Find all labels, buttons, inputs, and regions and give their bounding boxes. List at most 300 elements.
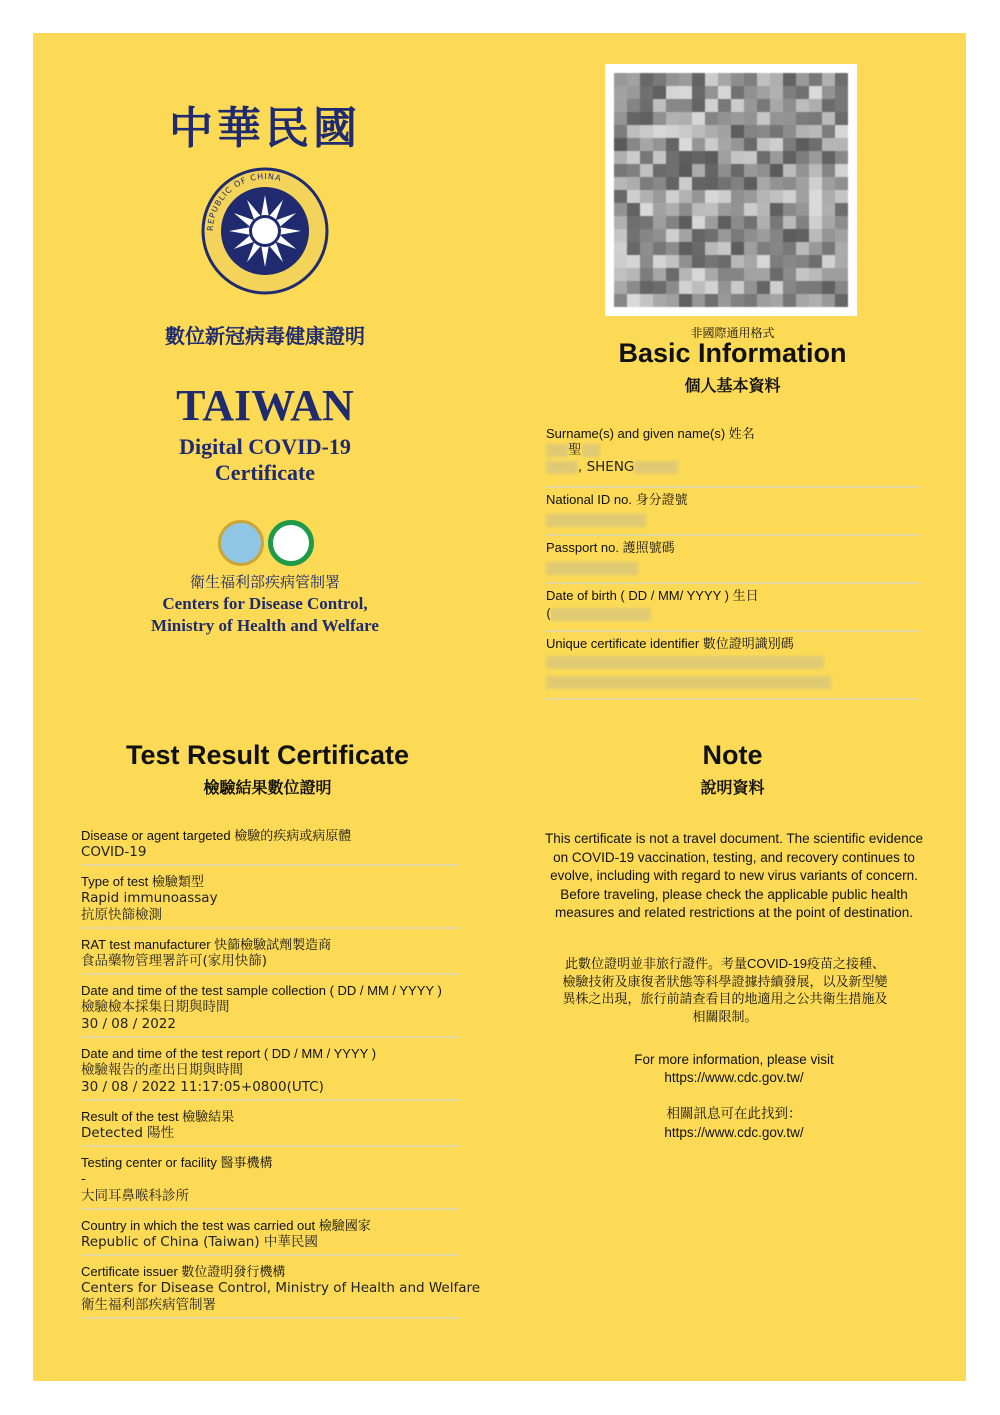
qr-pixel [653, 151, 666, 164]
qr-pixel [666, 203, 679, 216]
qr-pixel [770, 242, 783, 255]
qr-pixel [718, 294, 731, 307]
qr-pixel [783, 164, 796, 177]
qr-pixel [835, 112, 848, 125]
qr-pixel [666, 112, 679, 125]
qr-pixel [627, 216, 640, 229]
field-value: Rapid immunoassay [81, 890, 218, 906]
basic-title-cn: 個人基本資料 [684, 378, 781, 395]
qr-pixel [744, 294, 757, 307]
field-dob [546, 584, 919, 632]
qr-pixel [744, 190, 757, 203]
qr-pixel [718, 86, 731, 99]
qr-pixel [705, 268, 718, 281]
field-label: Date of birth ( DD / MM/ YYYY ) 生日 [546, 588, 759, 603]
test-field [81, 824, 459, 866]
qr-pixel [783, 138, 796, 151]
qr-pixel [653, 177, 666, 190]
qr-pixel [718, 216, 731, 229]
qr-pixel [796, 125, 809, 138]
qr-pixel [666, 268, 679, 281]
qr-pixel [718, 190, 731, 203]
field-value: Republic of China (Taiwan) 中華民國 [81, 1234, 318, 1250]
qr-pixel [783, 99, 796, 112]
qr-pixel [666, 190, 679, 203]
qr-pixel [744, 151, 757, 164]
qr-pixel [614, 229, 627, 242]
qr-pixel [744, 177, 757, 190]
qr-pixel [666, 242, 679, 255]
qr-pixel [666, 86, 679, 99]
qr-pixel [705, 177, 718, 190]
field-value: 30 / 08 / 2022 11:17:05+0800(UTC) [81, 1079, 324, 1095]
qr-pixel [705, 190, 718, 203]
qr-pixel [692, 294, 705, 307]
qr-pixel [731, 177, 744, 190]
qr-pixel [835, 294, 848, 307]
field-label: Certificate issuer 數位證明發行機構 [81, 1264, 286, 1279]
qr-pixel [614, 86, 627, 99]
qr-pixel [770, 112, 783, 125]
qr-pixel [627, 99, 640, 112]
qr-pixel [783, 73, 796, 86]
qr-pixel [692, 138, 705, 151]
qr-pixel [718, 281, 731, 294]
qr-pixel [679, 177, 692, 190]
qr-pixel [783, 242, 796, 255]
qr-pixel [679, 216, 692, 229]
qr-pixel [692, 190, 705, 203]
qr-pixel [822, 73, 835, 86]
qr-pixel [731, 190, 744, 203]
qr-pixel [822, 125, 835, 138]
field-value: COVID-19 [81, 844, 147, 860]
qr-pixel [835, 86, 848, 99]
qr-pixel [627, 242, 640, 255]
qr-pixel [640, 73, 653, 86]
qr-pixel [705, 138, 718, 151]
qr-pixel [822, 255, 835, 268]
qr-pixel [679, 242, 692, 255]
qr-pixel [666, 216, 679, 229]
field-label: Type of test 檢驗類型 [81, 874, 204, 889]
qr-pixel [627, 203, 640, 216]
basic-title: Basic Information [618, 338, 847, 368]
qr-pixel [653, 86, 666, 99]
qr-pixel [809, 281, 822, 294]
qr-pixel [640, 190, 653, 203]
qr-pixel [757, 112, 770, 125]
mohw-logo-icon [218, 520, 264, 566]
qr-pixel [679, 112, 692, 125]
field-label: Result of the test 檢驗結果 [81, 1109, 235, 1124]
cdc-link-1[interactable]: https://www.cdc.gov.tw/ [664, 1070, 804, 1085]
national-seal-icon [201, 167, 329, 295]
test-field [81, 1042, 459, 1101]
qr-pixel [796, 151, 809, 164]
qr-pixel [809, 73, 822, 86]
qr-pixel [796, 229, 809, 242]
qr-pixel [627, 268, 640, 281]
qr-pixel [770, 99, 783, 112]
note-text-cn: 此數位證明並非旅行證件。考量COVID-19疫苗之接種、檢驗技術及康復者狀態等科學證據持續發展，以及新型變異株之出現，旅行前請查看目的地適用之公共衛生措施及相關限制。 [562, 956, 888, 1024]
name-cn-value: 聖 [568, 442, 582, 458]
qr-pixel [692, 229, 705, 242]
qr-pixel [796, 255, 809, 268]
field-value: - [81, 1171, 86, 1187]
qr-pixel [692, 255, 705, 268]
qr-pixel [640, 268, 653, 281]
dob-value: ( [546, 606, 552, 622]
qr-pixel [757, 73, 770, 86]
qr-pixel [705, 203, 718, 216]
qr-pixel [744, 164, 757, 177]
qr-pixel [757, 125, 770, 138]
qr-pixel [718, 73, 731, 86]
qr-pixel [614, 164, 627, 177]
qr-pixel [731, 138, 744, 151]
qr-pixel [614, 216, 627, 229]
qr-pixel [627, 73, 640, 86]
qr-pixel [627, 112, 640, 125]
qr-pixel [757, 268, 770, 281]
qr-pixel [731, 281, 744, 294]
qr-pixel [653, 73, 666, 86]
qr-pixel [692, 125, 705, 138]
title-cn: 數位新冠病毒健康證明 [165, 324, 365, 348]
field-value: Centers for Disease Control, Ministry of Health and Welfare [81, 1280, 481, 1296]
qr-pixel [757, 177, 770, 190]
qr-pixel [731, 164, 744, 177]
qr-pixel [614, 151, 627, 164]
qr-pixel [679, 125, 692, 138]
qr-pixel [705, 112, 718, 125]
qr-pixel [679, 190, 692, 203]
qr-pixel [666, 294, 679, 307]
qr-pixel [796, 112, 809, 125]
qr-pixel [718, 177, 731, 190]
qr-pixel [640, 125, 653, 138]
qr-pixel [705, 229, 718, 242]
qr-pixel [640, 151, 653, 164]
qr-pixel [822, 242, 835, 255]
qr-pixel [718, 125, 731, 138]
qr-pixel [835, 73, 848, 86]
qr-pixel [796, 281, 809, 294]
qr-pixel [627, 190, 640, 203]
qr-pixel [822, 281, 835, 294]
qr-pixel [822, 99, 835, 112]
qr-pixel [640, 138, 653, 151]
field-label: Surname(s) and given name(s) 姓名 [546, 426, 755, 441]
qr-pixel [796, 86, 809, 99]
qr-pixel [679, 73, 692, 86]
qr-pixel [731, 99, 744, 112]
qr-pixel [744, 73, 757, 86]
qr-pixel [822, 86, 835, 99]
qr-pixel [770, 255, 783, 268]
qr-pixel [835, 281, 848, 294]
qr-pixel [809, 138, 822, 151]
qr-pixel [835, 164, 848, 177]
qr-pixel [718, 99, 731, 112]
qr-pixel [809, 255, 822, 268]
field-national-id [546, 488, 919, 536]
qr-pixel [653, 190, 666, 203]
qr-pixel [783, 281, 796, 294]
qr-pixel [783, 294, 796, 307]
qr-pixel [822, 216, 835, 229]
qr-pixel [679, 86, 692, 99]
qr-pixel [614, 294, 627, 307]
qr-pixel [614, 242, 627, 255]
qr-pixel [783, 151, 796, 164]
qr-pixel [640, 112, 653, 125]
qr-pixel [718, 242, 731, 255]
test-field [81, 1151, 459, 1210]
qr-pixel [692, 177, 705, 190]
test-title: Test Result Certificate [125, 740, 410, 770]
qr-pixel [835, 203, 848, 216]
field-certificate-id [546, 632, 919, 700]
test-title-cn: 檢驗結果數位證明 [203, 780, 332, 797]
qr-pixel [822, 203, 835, 216]
qr-pixel [679, 203, 692, 216]
qr-pixel [692, 203, 705, 216]
more-info-en: For more information, please visit [634, 1052, 834, 1067]
qr-pixel [614, 125, 627, 138]
qr-pixel [809, 268, 822, 281]
qr-pixel [640, 294, 653, 307]
qr-pixel [614, 112, 627, 125]
qr-pixel [835, 177, 848, 190]
qr-pixel [692, 164, 705, 177]
qr-pixel [718, 203, 731, 216]
qr-pixel [640, 242, 653, 255]
qr-pixel [614, 73, 627, 86]
qr-pixel [822, 164, 835, 177]
qr-pixel [835, 255, 848, 268]
qr-pixel [614, 190, 627, 203]
qr-pixel [666, 164, 679, 177]
qr-pixel [770, 281, 783, 294]
qr-pixel [835, 125, 848, 138]
qr-pixel [783, 86, 796, 99]
qr-pixel [653, 242, 666, 255]
qr-pixel [809, 151, 822, 164]
qr-pixel [718, 151, 731, 164]
qr-pixel [783, 125, 796, 138]
qr-pixel [835, 216, 848, 229]
qr-pixel [640, 216, 653, 229]
qr-pixel [666, 99, 679, 112]
qr-pixel [653, 164, 666, 177]
qr-pixel [822, 151, 835, 164]
qr-pixel [679, 99, 692, 112]
qr-pixel [757, 138, 770, 151]
qr-pixel [692, 86, 705, 99]
qr-pixel [666, 177, 679, 190]
qr-pixel [653, 216, 666, 229]
test-field [81, 1105, 459, 1147]
cdc-logo-icon [268, 520, 314, 566]
qr-pixel [770, 268, 783, 281]
qr-pixel [796, 203, 809, 216]
qr-pixel [614, 268, 627, 281]
field-value: 大同耳鼻喉科診所 [81, 1188, 189, 1204]
qr-pixel [692, 242, 705, 255]
qr-pixel [809, 190, 822, 203]
qr-pixel [731, 242, 744, 255]
qr-pixel [640, 86, 653, 99]
qr-pixel [783, 190, 796, 203]
qr-pixel [744, 138, 757, 151]
qr-pixel [627, 138, 640, 151]
basic-subtitle: 非國際通用格式 [690, 326, 775, 340]
qr-pixel [744, 255, 757, 268]
cdc-link-2[interactable]: https://www.cdc.gov.tw/ [664, 1125, 804, 1140]
field-passport [546, 536, 919, 584]
issuer-cn: 衛生福利部疾病管制署 [189, 573, 340, 591]
qr-pixel [679, 229, 692, 242]
qr-pixel [705, 255, 718, 268]
qr-pixel [653, 229, 666, 242]
qr-pixel [614, 255, 627, 268]
qr-pixel [627, 86, 640, 99]
qr-pixel [822, 138, 835, 151]
qr-pixel [614, 177, 627, 190]
qr-pixel [692, 216, 705, 229]
qr-pixel [653, 255, 666, 268]
qr-pixel [640, 281, 653, 294]
qr-pixel [627, 177, 640, 190]
qr-pixel [653, 125, 666, 138]
field-value: 檢驗報告的產出日期與時間 [81, 1062, 243, 1078]
qr-pixel [783, 268, 796, 281]
qr-pixel [640, 203, 653, 216]
qr-pixel [770, 229, 783, 242]
qr-pixel [835, 151, 848, 164]
qr-pixel [653, 294, 666, 307]
qr-pixel [770, 151, 783, 164]
qr-pixel [809, 177, 822, 190]
qr-pixel [640, 229, 653, 242]
qr-pixel [757, 229, 770, 242]
qr-pixel [796, 164, 809, 177]
qr-pixel [679, 268, 692, 281]
qr-pixel [822, 294, 835, 307]
country-title-cn: 中華民國 [169, 103, 361, 154]
qr-pixel [796, 73, 809, 86]
qr-pixel [809, 203, 822, 216]
qr-pixel [757, 203, 770, 216]
qr-pixel [718, 229, 731, 242]
field-label: Unique certificate identifier 數位證明識別碼 [546, 636, 794, 651]
title-line1: Digital COVID-19 [179, 434, 351, 459]
qr-pixel [731, 216, 744, 229]
qr-pixel [731, 125, 744, 138]
qr-pixel [835, 268, 848, 281]
country-title: TAIWAN [176, 381, 354, 430]
qr-code [605, 64, 857, 316]
qr-pixel [744, 99, 757, 112]
qr-pixel [679, 164, 692, 177]
test-field [81, 933, 459, 975]
qr-pixel [835, 229, 848, 242]
qr-pixel [731, 151, 744, 164]
qr-pixel [718, 138, 731, 151]
qr-pixel [835, 99, 848, 112]
qr-pixel [796, 242, 809, 255]
qr-pixel [770, 125, 783, 138]
qr-pixel [718, 255, 731, 268]
qr-pixel [796, 268, 809, 281]
seal-text: REPUBLIC OF CHINA [205, 171, 283, 232]
qr-pixel [809, 112, 822, 125]
qr-pixel [770, 177, 783, 190]
qr-pixel [757, 255, 770, 268]
qr-pixel [731, 229, 744, 242]
qr-pixel [666, 73, 679, 86]
field-value: 抗原快篩檢測 [81, 907, 162, 923]
qr-pixel [731, 203, 744, 216]
qr-pixel [679, 294, 692, 307]
note-text-en: This certificate is not a travel document. The scientific evidence on COVID-19 vaccination, testing, and recovery continues to evolve, including with regard to new virus variants of concern. Before traveling, please check the applicable public health measures and related restrictions at the point of destination. [545, 831, 923, 920]
qr-pixel [705, 164, 718, 177]
qr-pixel [640, 164, 653, 177]
field-value: 檢驗檢本採集日期與時間 [81, 999, 230, 1015]
qr-pixel [705, 125, 718, 138]
qr-pixel [822, 268, 835, 281]
qr-pixel [835, 242, 848, 255]
qr-pixel [822, 190, 835, 203]
qr-pixel [692, 268, 705, 281]
qr-pixel [692, 73, 705, 86]
qr-pixel [783, 177, 796, 190]
qr-pixel [640, 255, 653, 268]
title-line2: Certificate [214, 460, 316, 485]
field-value: 30 / 08 / 2022 [81, 1016, 176, 1032]
test-field [81, 1260, 481, 1319]
test-field [81, 870, 459, 929]
qr-pixel [614, 99, 627, 112]
field-value: Detected 陽性 [81, 1125, 175, 1141]
qr-pixel [666, 125, 679, 138]
qr-pixel [627, 125, 640, 138]
field-label: Passport no. 護照號碼 [546, 540, 675, 555]
qr-pixel [718, 268, 731, 281]
qr-pixel [770, 164, 783, 177]
qr-pixel [679, 151, 692, 164]
qr-pixel [653, 112, 666, 125]
qr-pixel [718, 112, 731, 125]
qr-pixel [822, 177, 835, 190]
qr-pixel [757, 151, 770, 164]
qr-pixel [744, 86, 757, 99]
qr-pixel [770, 190, 783, 203]
field-label: Date and time of the test report ( DD / MM / YYYY ) [81, 1046, 377, 1061]
qr-pixel [653, 99, 666, 112]
qr-pixel [731, 268, 744, 281]
qr-pixel [666, 255, 679, 268]
qr-pixel [705, 242, 718, 255]
qr-pixel [796, 190, 809, 203]
qr-pixel [653, 281, 666, 294]
qr-pixel [627, 281, 640, 294]
qr-pixel [757, 216, 770, 229]
qr-pixel [640, 99, 653, 112]
qr-pixel [692, 151, 705, 164]
